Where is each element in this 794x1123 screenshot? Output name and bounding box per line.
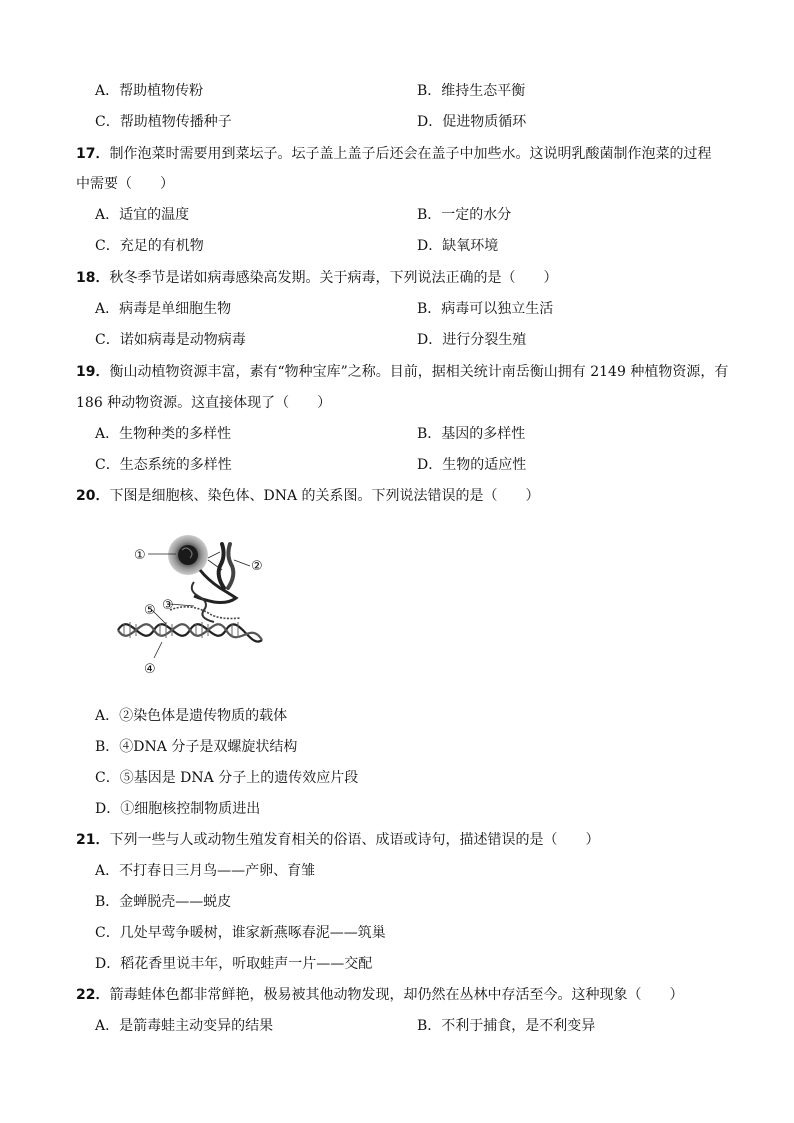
q17-option-c: C．充足的有机物 <box>95 238 204 254</box>
q20-number: 20． <box>76 488 110 504</box>
q19-stem <box>76 363 728 381</box>
q21-text: 下列一些与人或动物生殖发育相关的俗语、成语或诗句，描述错误的是（ ） <box>109 832 600 848</box>
q22-option-a: A．是箭毒蛙主动变异的结果 <box>95 1018 274 1034</box>
q18-text: 秋冬季节是诺如病毒感染高发期。关于病毒，下列说法正确的是（ ） <box>109 270 558 286</box>
figure-label-2: ② <box>251 559 263 574</box>
q16-option-d: D．促进物质循环 <box>417 114 527 130</box>
cell-nucleus-shape <box>168 535 208 575</box>
q20-text: 下图是细胞核、染色体、DNA 的关系图。下列说法错误的是（ ） <box>109 488 540 504</box>
q20-stem <box>76 487 540 505</box>
q17-stem <box>76 145 711 163</box>
q19-number: 19． <box>76 364 110 380</box>
q17-option-a: A．适宜的温度 <box>95 207 190 223</box>
q18-number: 18． <box>76 270 110 286</box>
dna-helix-shape <box>118 607 262 642</box>
q19-option-a: A．生物种类的多样性 <box>95 426 232 442</box>
q20-option-b: B．④DNA 分子是双螺旋状结构 <box>95 739 298 755</box>
q21-stem <box>76 831 599 849</box>
chromatin-strand-shape <box>192 570 236 622</box>
q21-number: 21． <box>76 832 110 848</box>
nucleus-chromosome-dna-diagram <box>110 530 280 680</box>
q20-option-a: A．②染色体是遗传物质的载体 <box>95 708 288 724</box>
q19-text: 衡山动植物资源丰富，素有“物种宝库”之称。目前，据相关统计南岳衡山拥有 2149 种植物资源，有 <box>109 364 729 380</box>
figure-label-3: ③ <box>162 598 174 613</box>
q21-option-b: B．金蝉脱壳——蜕皮 <box>95 894 232 910</box>
q17-option-d: D．缺氧环境 <box>417 238 499 254</box>
q22-text: 箭毒蛙体色都非常鲜艳，极易被其他动物发现，却仍然在丛林中存活至今。这种现象（ ） <box>109 987 684 1003</box>
q17-option-b: B．一定的水分 <box>417 207 512 223</box>
q16-option-c: C．帮助植物传播种子 <box>95 114 232 130</box>
q18-stem <box>76 269 557 287</box>
q19-option-d: D．生物的适应性 <box>417 457 527 473</box>
q20-option-c: C．⑤基因是 DNA 分子上的遗传效应片段 <box>95 770 359 786</box>
q18-option-c: C．诺如病毒是动物病毒 <box>95 332 246 348</box>
figure-label-5: ⑤ <box>144 603 156 618</box>
q18-option-d: D．进行分裂生殖 <box>417 332 527 348</box>
q19-option-b: B．基因的多样性 <box>417 426 526 442</box>
q21-option-d: D．稻花香里说丰年，听取蛙声一片——交配 <box>95 956 373 972</box>
q16-option-a: A．帮助植物传粉 <box>95 83 204 99</box>
q22-option-b: B．不利于捕食，是不利变异 <box>417 1018 596 1034</box>
q19-option-c: C．生态系统的多样性 <box>95 457 232 473</box>
q17-number: 17． <box>76 146 110 162</box>
q21-option-a: A．不打春日三月鸟——产卵、育雏 <box>95 863 316 879</box>
q17-stem-cont: 中需要（ ） <box>76 176 174 192</box>
q18-option-b: B．病毒可以独立生活 <box>417 301 554 317</box>
figure-label-1: ① <box>134 548 146 563</box>
figure-label-4: ④ <box>144 662 156 677</box>
q19-stem-cont: 186 种动物资源。这直接体现了（ ） <box>76 395 332 411</box>
q22-stem <box>76 986 683 1004</box>
q21-option-c: C．几处早莺争暖树，谁家新燕啄春泥——筑巢 <box>95 925 386 941</box>
q18-option-a: A．病毒是单细胞生物 <box>95 301 232 317</box>
q22-number: 22． <box>76 987 110 1003</box>
q20-option-d: D．①细胞核控制物质进出 <box>95 801 261 817</box>
q17-text: 制作泡菜时需要用到菜坛子。坛子盖上盖子后还会在盖子中加些水。这说明乳酸菌制作泡菜的过程 <box>109 146 712 162</box>
q16-option-b: B．维持生态平衡 <box>417 83 526 99</box>
